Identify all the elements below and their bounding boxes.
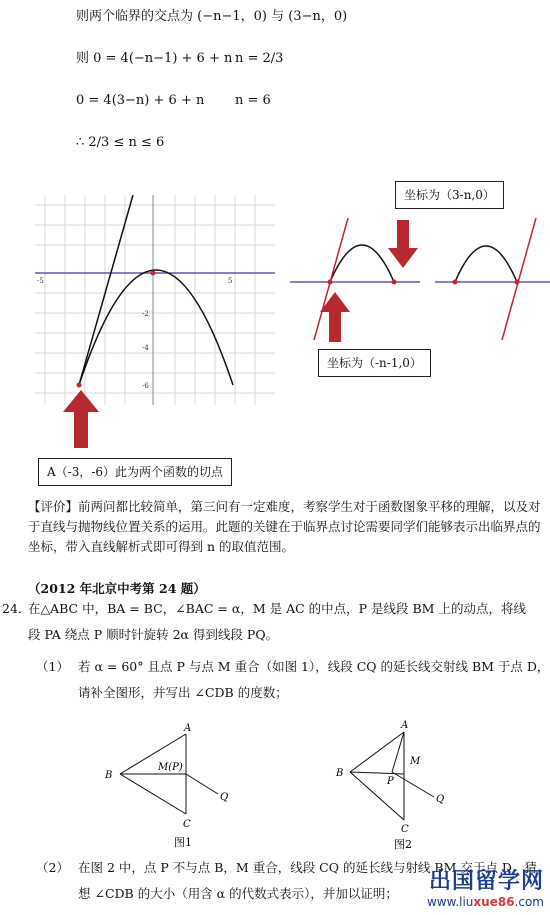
critical-point xyxy=(392,280,397,285)
tick-label-x: -5 xyxy=(37,277,44,285)
watermark-url: www.liuxue86.com xyxy=(426,895,544,909)
question-text: 若 α = 60° 且点 P 与点 M 重合（如图 1），线段 CQ 的延长线交射线 BM 于点 D， xyxy=(78,659,550,674)
problem-source: （2012 年北京中考第 24 题） xyxy=(28,581,206,596)
tick-label-y: -2 xyxy=(142,310,149,318)
function-graph xyxy=(35,195,275,405)
line-result-1: n = 2/3 xyxy=(235,51,284,66)
point-label: Q xyxy=(220,792,229,803)
point-label: P xyxy=(387,776,394,787)
point-label: A xyxy=(401,720,409,731)
question-text: 在图 2 中，点 P 不与点 B，M 重合，线段 CQ 的延长线与射线 BM 交于点 D，猜 xyxy=(78,860,537,875)
point-label: C xyxy=(183,819,191,830)
point-label: B xyxy=(336,768,344,779)
line-equation-2: 0 = 4(3−n) + 6 + n xyxy=(76,93,205,108)
question-number: （2） xyxy=(36,860,69,875)
comment-paragraph: 【评价】前两问都比较简单，第三问有一定难度，考察学生对于函数图象平移的理解，以及对于直线与抛物线位置关系的运用。此题的关键在于临界点讨论需要同学们能够表示出临界点的坐标，带入直线解析式即可得到 n 的取值范围。 xyxy=(28,499,541,554)
tangent-point xyxy=(77,383,82,388)
tick-label-x: 5 xyxy=(228,277,233,285)
question-text: 请补全图形，并写出 ∠CDB 的度数； xyxy=(78,685,288,700)
tangent-point-label: A（-3，-6）此为两个函数的切点 xyxy=(38,458,232,486)
question-number: （1） xyxy=(36,659,69,674)
line-equation-1: 则 0 = 4(−n−1) + 6 + n xyxy=(76,51,233,66)
line-result-2: n = 6 xyxy=(235,93,271,108)
arrow-up-icon xyxy=(63,390,99,448)
point-label: A xyxy=(184,723,192,734)
figure-caption: 图1 xyxy=(174,836,192,849)
tick-label-y: -6 xyxy=(142,382,149,390)
parabola xyxy=(79,270,233,385)
origin-point xyxy=(151,271,156,276)
point-label: M(P) xyxy=(158,762,183,773)
critical-point xyxy=(328,280,333,285)
parabola-right xyxy=(455,246,517,282)
figure-2 xyxy=(330,712,470,852)
arrow-down-icon xyxy=(388,220,418,268)
coordinate-label-right: 坐标为（3-n,0） xyxy=(395,181,504,209)
line-intersections: 则两个临界的交点为 (−n−1，0) 与 (3−n，0) xyxy=(76,9,348,24)
coordinate-label-left: 坐标为（-n-1,0） xyxy=(318,349,431,377)
critical-point xyxy=(453,280,458,285)
figure-1 xyxy=(100,722,240,852)
problem-number: 24． xyxy=(2,601,31,616)
point-label: M xyxy=(410,756,421,767)
grid xyxy=(35,195,275,405)
point-label: C xyxy=(401,824,409,835)
point-label: B xyxy=(105,770,113,781)
watermark-title: 出国留学网 xyxy=(428,869,544,894)
arrow-up-icon xyxy=(320,292,350,342)
problem-stem: 在△ABC 中，BA = BC，∠BAC = α，M 是 AC 的中点，P 是线段 BM 上的动点，将线 xyxy=(28,601,526,616)
critical-point xyxy=(515,280,520,285)
point-label: Q xyxy=(436,794,445,805)
watermark xyxy=(427,864,544,909)
tick-label-y: -4 xyxy=(142,344,149,352)
line-conclusion: ∴ 2/3 ≤ n ≤ 6 xyxy=(76,135,165,150)
question-text: 想 ∠CDB 的大小（用含 α 的代数式表示），并加以证明； xyxy=(78,886,398,901)
line-right xyxy=(502,218,536,340)
problem-stem: 段 PA 绕点 P 顺时针旋转 2α 得到线段 PQ。 xyxy=(28,627,279,642)
figure-caption: 图2 xyxy=(394,838,412,851)
